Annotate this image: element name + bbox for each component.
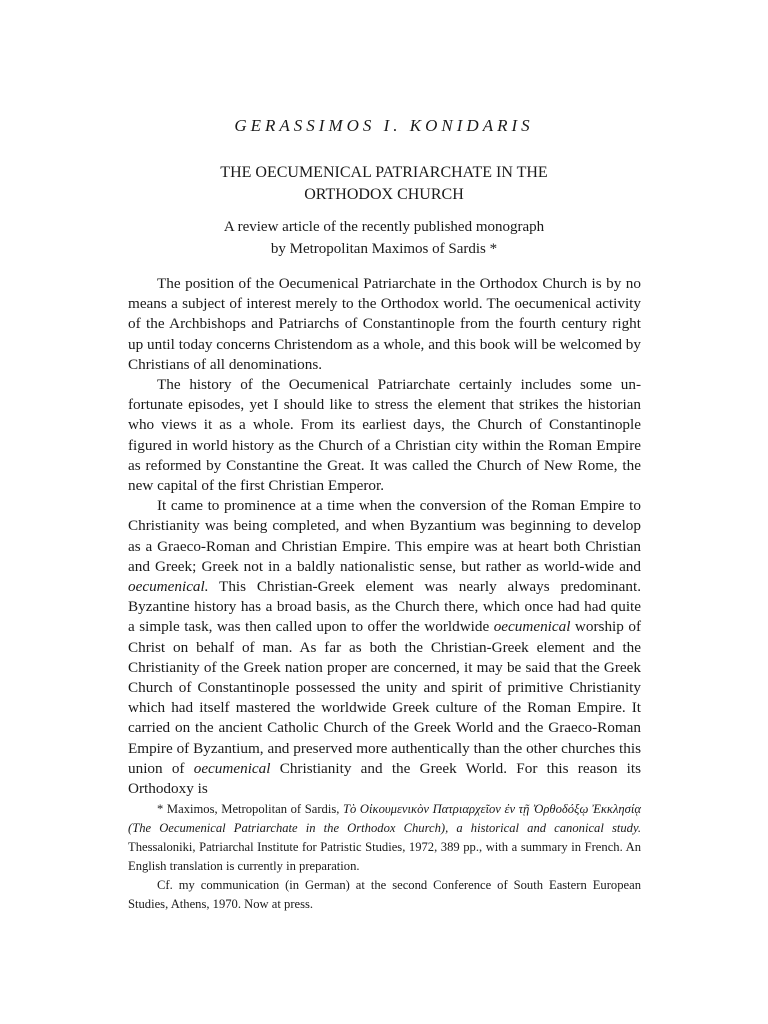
footnote-1-english-title: (The Oecumenical Patriarchate in the Orthodox Church), a historical and canonical study. — [128, 821, 641, 835]
paragraph-3-emphasis-1: oecumenical. — [128, 578, 209, 596]
paragraph-3-part-a: It came to prominence at a time when the conversion of the Roman Empire to Christianity was being completed, and when Byzantium was beginning to develop as a Graeco-Roman and Christian Empire. This empire was at heart both Christian and Greek; Greek not in a baldly nationalistic sense, but rather as world-wide and — [128, 497, 641, 575]
article-title — [150, 162, 618, 206]
paragraph-3-part-b: This Christian-Greek element was nearly always predominant. Byzantine history has a broad basis, as the Church there, which once had had quite a simple task, was then called upon to offer the worldwide — [128, 578, 641, 636]
paragraph-3-emphasis-2: oecumenical — [493, 618, 571, 636]
subtitle-line-1: A review article of the recently published monograph — [223, 219, 545, 235]
paragraph-3-emphasis-3: oecumenical — [193, 759, 271, 777]
author-name: GERASSIMOS I. KONIDARIS — [234, 116, 534, 135]
footnote-2: Cf. my communication (in German) at the second Conference of South Eastern European Studies, Athens, 1970. Now at press. — [128, 878, 641, 911]
body-text — [128, 274, 641, 799]
paragraph-2: The history of the Oecumenical Patriarchate certainly includes some unfortunate episodes, yet I should like to stress the element that strikes the historian who views it as a whole. From its earliest days, the Church of Constantinople figured in world history as the Church of a Christian city within the Roman Empire as reformed by Constantine the Great. It was called the Church of New Rome, the new capital of the first Christian Emperor. — [128, 376, 641, 495]
footnotes — [128, 800, 641, 914]
paragraph-3 — [128, 496, 641, 799]
footnote-1-part-a: * Maximos, Metropolitan of Sardis, — [157, 802, 344, 816]
footnote-1-greek-title: Τὸ Οἰκουμενικὸν Πατριαρχεῖον ἐν τῇ Ὀρθοδόξῳ Ἐκκλησίᾳ — [343, 802, 641, 816]
paragraph-3-part-c: worship of Christ on behalf of man. As far as both the Christian-Greek element and the Christianity of the Greek nation proper are concerned, it may be said that the Greek Church of Constantinople possessed the unity and spirit of primitive Christianity which had itself mastered the worldwide Greek culture of the Roman Empire. It carried on the ancient Catholic Church of the Greek World and the Graeco-Roman Empire of Byzantium, and preserved more authentically than the other churches this union of — [128, 618, 641, 777]
title-line-2: ORTHODOX CHURCH — [304, 186, 464, 203]
article-subtitle — [150, 216, 618, 260]
footnote-1-part-b: Thessaloniki, Patriarchal Institute for Patristic Studies, 1972, 389 pp., with a summary in French. An English translation is currently in preparation. — [128, 840, 641, 873]
footnote-1 — [128, 800, 641, 876]
paragraph-1: The position of the Oecumenical Patriarchate in the Orthodox Church is by no means a subject of interest merely to the Orthodox world. The oecumenical activity of the Archbishops and Patriarchs of Constantinople from the fourth century right up until today concerns Christendom as a whole, and this book will be welcomed by Christians of all denominations. — [128, 275, 641, 373]
subtitle-line-2: by Metropolitan Maximos of Sardis * — [270, 241, 498, 257]
title-line-1: THE OECUMENICAL PATRIARCHATE IN THE — [220, 164, 548, 181]
paragraph-3-part-d: Christianity and the Greek World. For this reason its Orthodoxy is — [128, 759, 641, 798]
